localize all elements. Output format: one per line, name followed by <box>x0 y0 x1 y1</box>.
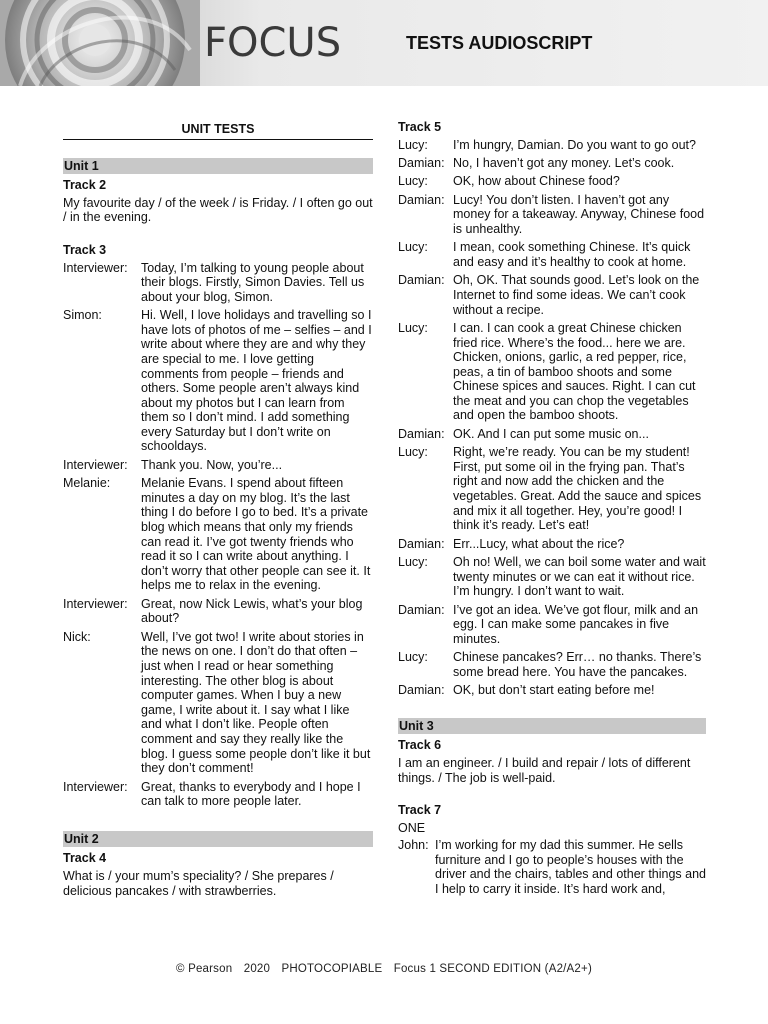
dialogue-line <box>398 240 706 269</box>
track-text: What is / your mum’s speciality? / She prepares / delicious pancakes / with strawberries. <box>63 868 334 898</box>
focus-logo-swirl <box>0 0 200 86</box>
speech-text: Melanie Evans. I spend about fifteen minutes a day on my blog. It’s the last thing I do before I go to bed. It’s a private blog which means that only my friends can read it. I’ve got twenty friends who read it so I can write about anything. I don’t worry that other people can see it. It helps me to relax in the evening. <box>141 476 371 593</box>
speaker-name: Damian: <box>398 192 445 207</box>
speaker-name: Melanie: <box>63 476 111 491</box>
page-header <box>0 0 768 86</box>
speaker-name: Damian: <box>398 426 445 441</box>
speech-text: Right, we’re ready. You can be my student! First, put some oil in the frying pan. That’s right and now add the chicken and the vegetables. Great. Add the sauce and spices and mix it all together. Hey, you’re good! I think it’s ready. Let’s eat! <box>453 445 702 533</box>
dialogue-line <box>63 261 373 305</box>
speech-text: Great, now Nick Lewis, what’s your blog about? <box>141 596 363 626</box>
speech-text: Chinese pancakes? Err… no thanks. There’s some bread here. You have the pancakes. <box>453 650 702 679</box>
speaker-name: Damian: <box>398 536 445 551</box>
speaker-name: Lucy: <box>398 650 428 665</box>
speaker-name: Simon: <box>63 308 102 323</box>
section-title: UNIT TESTS <box>63 122 373 140</box>
dialogue-line <box>398 138 706 153</box>
speaker-name: Interviewer: <box>63 596 128 611</box>
dialogue-line <box>398 156 706 171</box>
speaker-name: Lucy: <box>398 240 428 255</box>
track-title: Track 3 <box>63 242 107 257</box>
speaker-name: Lucy: <box>398 174 428 189</box>
footer-copyright: © Pearson <box>176 963 233 975</box>
left-column <box>63 122 373 902</box>
track-title: Track 2 <box>63 178 107 193</box>
speaker-name: Damian: <box>398 683 445 698</box>
unit-heading: Unit 2 <box>63 831 373 848</box>
speaker-name: Nick: <box>63 629 91 644</box>
speech-text: OK, but don’t start eating before me! <box>453 683 655 698</box>
speaker-name: Damian: <box>398 602 445 617</box>
dialogue-line <box>63 630 373 776</box>
unit-heading: Unit 1 <box>63 158 373 175</box>
speech-text: Oh no! Well, we can boil some water and wait twenty minutes or we can eat it without rice. I’m hungry. I don’t want to wait. <box>453 555 706 599</box>
dialogue-line <box>398 603 706 647</box>
speech-text: OK. And I can put some music on... <box>453 426 649 441</box>
speaker-name: Interviewer: <box>63 457 128 472</box>
speech-text: No, I haven’t got any money. Let’s cook. <box>453 155 675 170</box>
speech-text: Great, thanks to everybody and I hope I can talk to more people later. <box>141 779 361 809</box>
speech-text: I mean, cook something Chinese. It’s quick and easy and it’s healthy to cook at home. <box>453 240 691 269</box>
track-title: Track 4 <box>63 851 107 866</box>
speech-text: Lucy! You don’t listen. I haven’t got any money for a takeaway. Anyway, Chinese food is unhealthy. <box>453 192 705 236</box>
speech-text: I’m hungry, Damian. Do you want to go out? <box>453 137 696 152</box>
speech-text: I can. I can cook a great Chinese chicken fried rice. Where’s the food... here we are. Chicken, onions, garlic, a red pepper, rice, peas, a tin of bamboo shoots and some Chinese spices and sauces. Right. I can cut the meat and you can chop the vegetables and open the bamboo shoots. <box>453 320 696 423</box>
brand-title: FOCUS <box>204 20 342 66</box>
dialogue-line <box>398 650 706 679</box>
speaker-name: Lucy: <box>398 445 428 460</box>
speech-text: OK, how about Chinese food? <box>453 174 620 189</box>
track-title: Track 5 <box>398 120 442 134</box>
speaker-name: Damian: <box>398 155 445 170</box>
speaker-name: Damian: <box>398 273 445 288</box>
dialogue-line <box>63 458 373 473</box>
track-title: Track 7 <box>398 803 442 818</box>
dialogue <box>398 838 706 896</box>
speech-text: Thank you. Now, you’re... <box>141 457 283 472</box>
dialogue-line <box>398 445 706 533</box>
speech-text: Well, I’ve got two! I write about stories in the news on one. I don’t do that often – just when I read or hear something interesting. The other blog is about computer games. When I buy a new game, I write about it. I say what I like and what I don’t like. People often comment and say they really like the blog. I guess some people don’t like it but they don’t comment! <box>141 629 371 776</box>
dialogue-line <box>398 193 706 237</box>
dialogue-line <box>398 273 706 317</box>
footer-edition: Focus 1 SECOND EDITION (A2/A2+) <box>393 963 592 975</box>
speech-text: I’ve got an idea. We’ve got flour, milk and an egg. I can make some pancakes in five minutes. <box>453 602 699 646</box>
dialogue <box>398 138 706 698</box>
track-text: My favourite day / of the week / is Friday. / I often go out / in the evening. <box>63 195 373 225</box>
footer-photocopiable: PHOTOCOPIABLE <box>281 963 383 975</box>
dialogue-line <box>63 780 373 809</box>
track-title: Track 6 <box>398 738 442 753</box>
speaker-name: Lucy: <box>398 137 428 152</box>
dialogue-line <box>398 427 706 442</box>
dialogue-line <box>63 308 373 454</box>
speaker-name: John: <box>398 838 429 853</box>
dialogue-line <box>398 174 706 189</box>
speaker-name: Interviewer: <box>63 779 128 794</box>
speech-text: Today, I’m talking to young people about their blogs. Firstly, Simon Davies. Tell us about your blog, Simon. <box>141 260 365 304</box>
speech-text: Err...Lucy, what about the rice? <box>453 536 625 551</box>
dialogue-line <box>398 838 706 896</box>
unit-heading: Unit 3 <box>398 718 706 735</box>
page-footer <box>0 963 768 975</box>
right-column <box>398 120 706 900</box>
speaker-name: Lucy: <box>398 555 428 569</box>
track-text: I am an engineer. / I build and repair / lots of different things. / The job is well-paid. <box>398 755 691 785</box>
speech-text: Hi. Well, I love holidays and travelling so I have lots of photos of me – selfies – and I write about where they are and why they are special to me. I love getting comments from people – friends and others. Some people aren’t always kind about my photos but I can learn from them so I don’t mind. I add something every Saturday but I don’t write on schooldays. <box>141 308 372 454</box>
document-type-title: TESTS AUDIOSCRIPT <box>406 33 593 53</box>
speech-text: I’m working for my dad this summer. He sells furniture and I go to people’s houses with the driver and the chairs, tables and other things and I help to carry it inside. It’s hard work and, <box>435 838 707 897</box>
dialogue-line <box>398 537 706 552</box>
part-label: ONE <box>398 820 426 835</box>
dialogue-line <box>398 683 706 698</box>
dialogue <box>63 261 373 809</box>
footer-year: 2020 <box>243 963 271 975</box>
speech-text: Oh, OK. That sounds good. Let’s look on the Internet to find some ideas. We can’t cook without a recipe. <box>453 273 700 317</box>
dialogue-line <box>398 321 706 423</box>
speaker-name: Interviewer: <box>63 260 128 275</box>
speaker-name: Lucy: <box>398 320 428 335</box>
dialogue-line <box>63 597 373 626</box>
dialogue-line <box>63 476 373 593</box>
dialogue-line <box>398 555 706 599</box>
